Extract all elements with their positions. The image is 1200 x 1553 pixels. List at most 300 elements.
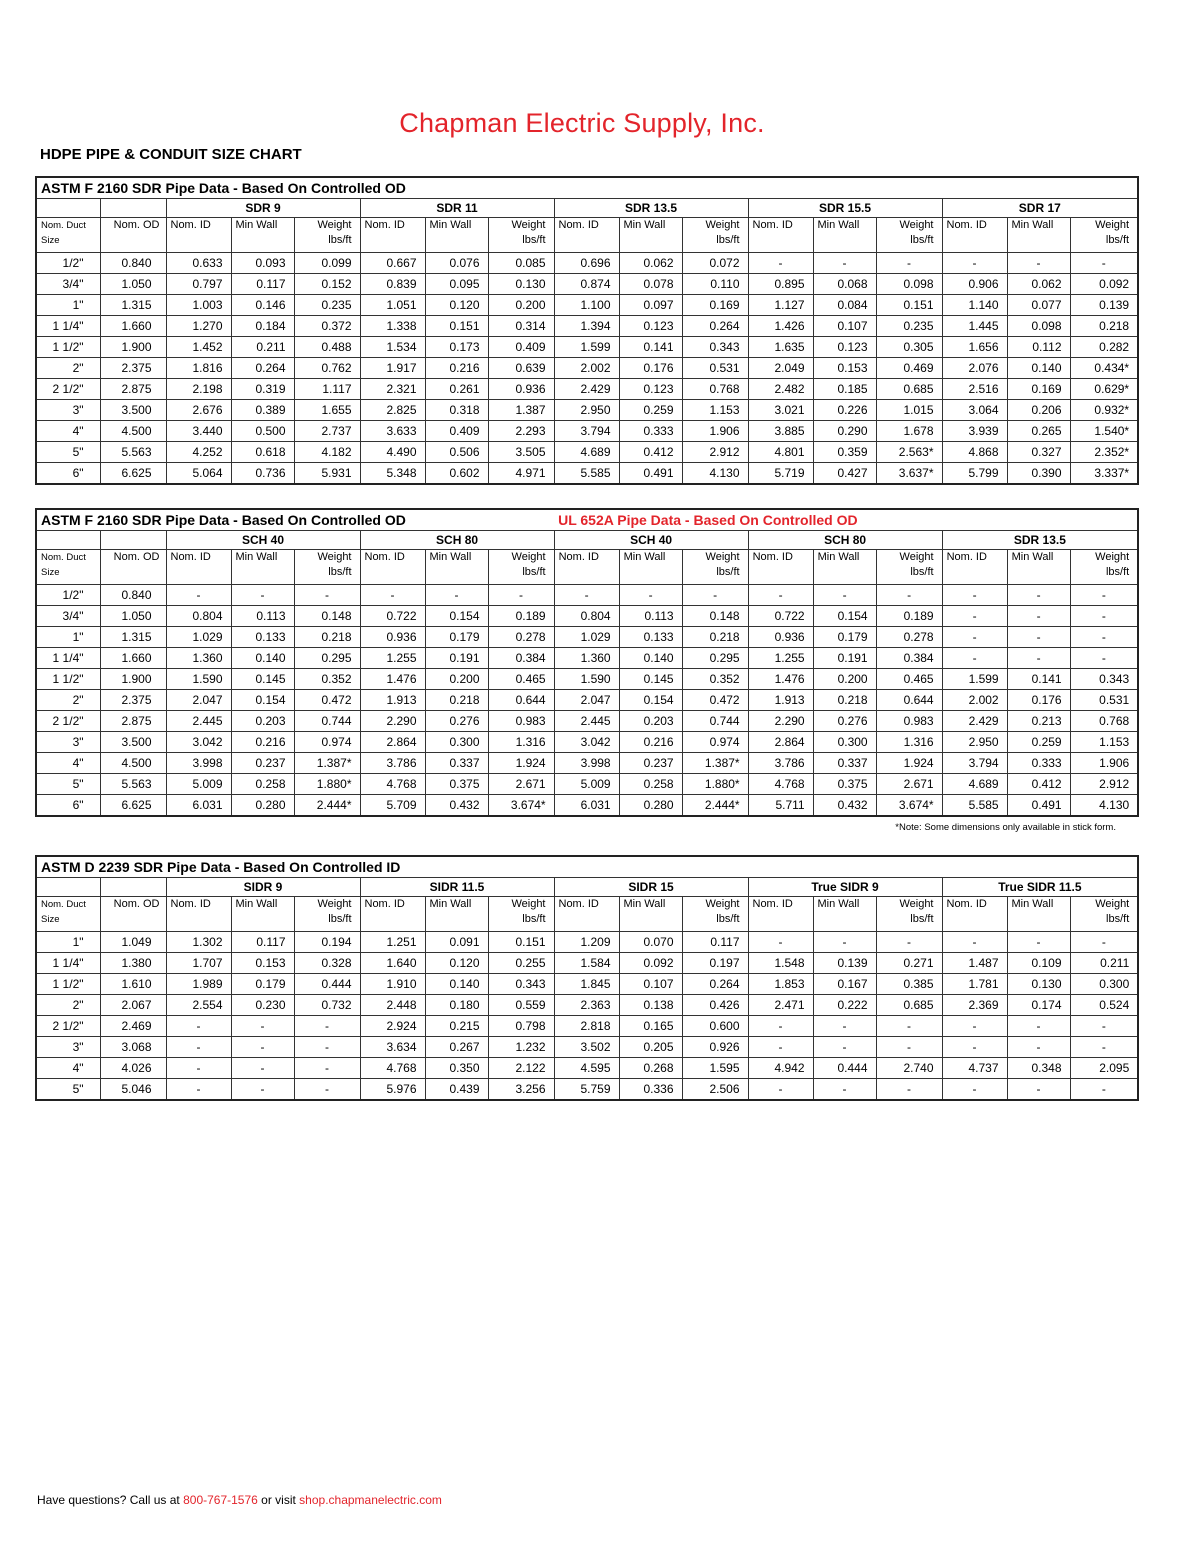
value-cell: 0.300: [1070, 974, 1138, 995]
value-cell: 0.189: [876, 606, 942, 627]
table-row: [36, 400, 1138, 421]
value-cell: -: [813, 585, 876, 606]
value-cell: 0.113: [231, 606, 294, 627]
value-cell: 3.068: [100, 1037, 166, 1058]
size-cell: 1 1/4": [36, 953, 100, 974]
group-header: SDR 13.5: [942, 531, 1138, 550]
value-cell: 2.198: [166, 379, 231, 400]
value-cell: 0.230: [231, 995, 294, 1016]
page-title: HDPE PIPE & CONDUIT SIZE CHART: [40, 146, 302, 163]
value-cell: -: [294, 1037, 360, 1058]
table-row: [36, 711, 1138, 732]
group-header: SCH 40: [554, 531, 748, 550]
value-cell: 0.237: [619, 753, 682, 774]
value-cell: 0.062: [619, 253, 682, 274]
value-cell: 0.176: [619, 358, 682, 379]
col-weight: Weight lbs/ft: [488, 897, 554, 932]
value-cell: 2.740: [876, 1058, 942, 1079]
value-cell: 3.998: [554, 753, 619, 774]
value-cell: 0.092: [1070, 274, 1138, 295]
value-cell: 0.200: [488, 295, 554, 316]
value-cell: 0.091: [425, 932, 488, 953]
value-cell: 0.098: [1007, 316, 1070, 337]
value-cell: 0.524: [1070, 995, 1138, 1016]
value-cell: 1.029: [166, 627, 231, 648]
col-min-wall: Min Wall: [619, 550, 682, 585]
value-cell: -: [813, 1016, 876, 1037]
value-cell: 0.488: [294, 337, 360, 358]
size-cell: 1 1/2": [36, 337, 100, 358]
value-cell: 4.801: [748, 442, 813, 463]
value-cell: 0.123: [619, 379, 682, 400]
value-cell: 0.644: [488, 690, 554, 711]
value-cell: 0.384: [488, 648, 554, 669]
value-cell: 1.029: [554, 627, 619, 648]
value-cell: 0.472: [682, 690, 748, 711]
value-cell: -: [619, 585, 682, 606]
value-cell: 2.002: [942, 690, 1007, 711]
value-cell: -: [876, 253, 942, 274]
group-header: SDR 11: [360, 199, 554, 218]
value-cell: 1.049: [100, 932, 166, 953]
value-cell: 0.197: [682, 953, 748, 974]
value-cell: 4.490: [360, 442, 425, 463]
value-cell: 2.448: [360, 995, 425, 1016]
value-cell: 1.635: [748, 337, 813, 358]
stick-form-note: *Note: Some dimensions only available in stick form.: [895, 822, 1116, 833]
value-cell: 0.140: [425, 974, 488, 995]
col-min-wall: Min Wall: [813, 550, 876, 585]
value-cell: 0.112: [1007, 337, 1070, 358]
column-header-row: [36, 218, 1138, 253]
value-cell: 1.534: [360, 337, 425, 358]
value-cell: 0.140: [619, 648, 682, 669]
table-row: [36, 442, 1138, 463]
value-cell: 2.563*: [876, 442, 942, 463]
value-cell: 0.151: [425, 316, 488, 337]
value-cell: -: [876, 1037, 942, 1058]
value-cell: 0.237: [231, 753, 294, 774]
blank-cell: [100, 531, 166, 550]
value-cell: 1.251: [360, 932, 425, 953]
col-weight: Weight lbs/ft: [294, 218, 360, 253]
table-title: ASTM D 2239 SDR Pipe Data - Based On Controlled ID: [36, 856, 1138, 878]
value-cell: -: [166, 1016, 231, 1037]
value-cell: 1.989: [166, 974, 231, 995]
value-cell: 2.950: [942, 732, 1007, 753]
value-cell: -: [1007, 1079, 1070, 1101]
table-row: [36, 1016, 1138, 1037]
value-cell: -: [294, 1016, 360, 1037]
value-cell: -: [813, 932, 876, 953]
value-cell: 0.644: [876, 690, 942, 711]
value-cell: 0.280: [231, 795, 294, 817]
value-cell: 0.179: [813, 627, 876, 648]
value-cell: 0.151: [488, 932, 554, 953]
value-cell: 1.660: [100, 648, 166, 669]
value-cell: 1.880*: [682, 774, 748, 795]
value-cell: 1.127: [748, 295, 813, 316]
value-cell: 2.047: [166, 690, 231, 711]
value-cell: -: [748, 1016, 813, 1037]
value-cell: 0.085: [488, 253, 554, 274]
value-cell: 2.369: [942, 995, 1007, 1016]
value-cell: 5.759: [554, 1079, 619, 1101]
size-cell: 2": [36, 358, 100, 379]
table-row: [36, 295, 1138, 316]
value-cell: -: [813, 1079, 876, 1101]
col-nom-id: Nom. ID: [360, 550, 425, 585]
value-cell: 1.781: [942, 974, 1007, 995]
table-row: [36, 795, 1138, 817]
value-cell: 5.585: [554, 463, 619, 485]
value-cell: 0.152: [294, 274, 360, 295]
value-cell: 0.189: [488, 606, 554, 627]
table-title-row: [36, 177, 1138, 199]
value-cell: 0.305: [876, 337, 942, 358]
value-cell: 0.276: [425, 711, 488, 732]
table-title-ul: UL 652A Pipe Data - Based On Controlled OD: [554, 509, 1138, 531]
value-cell: 2.321: [360, 379, 425, 400]
value-cell: -: [231, 1058, 294, 1079]
value-cell: 0.337: [813, 753, 876, 774]
value-cell: 3.633: [360, 421, 425, 442]
value-cell: 0.099: [294, 253, 360, 274]
value-cell: 0.840: [100, 585, 166, 606]
value-cell: 0.154: [619, 690, 682, 711]
value-cell: 2.912: [682, 442, 748, 463]
value-cell: 2.445: [554, 711, 619, 732]
value-cell: 0.434*: [1070, 358, 1138, 379]
value-cell: 0.600: [682, 1016, 748, 1037]
col-weight: Weight lbs/ft: [488, 218, 554, 253]
value-cell: 1.590: [554, 669, 619, 690]
col-nom-od: Nom. OD: [100, 897, 166, 932]
value-cell: 4.768: [748, 774, 813, 795]
value-cell: 5.711: [748, 795, 813, 817]
value-cell: 0.148: [682, 606, 748, 627]
col-nom-id: Nom. ID: [554, 897, 619, 932]
value-cell: 0.169: [682, 295, 748, 316]
value-cell: 1.153: [682, 400, 748, 421]
value-cell: 1.255: [360, 648, 425, 669]
size-table-astm-f2160-sdr: [35, 176, 1139, 485]
col-weight: Weight lbs/ft: [682, 550, 748, 585]
value-cell: 0.300: [813, 732, 876, 753]
value-cell: 0.097: [619, 295, 682, 316]
value-cell: 1.338: [360, 316, 425, 337]
value-cell: 0.384: [876, 648, 942, 669]
value-cell: 0.261: [425, 379, 488, 400]
value-cell: 0.215: [425, 1016, 488, 1037]
group-header: SCH 80: [360, 531, 554, 550]
group-header: SCH 40: [166, 531, 360, 550]
col-nom-id: Nom. ID: [554, 218, 619, 253]
table-row: [36, 953, 1138, 974]
value-cell: 0.258: [231, 774, 294, 795]
col-min-wall: Min Wall: [1007, 218, 1070, 253]
value-cell: 1.476: [360, 669, 425, 690]
phone-link[interactable]: 800-767-1576: [183, 1493, 258, 1507]
value-cell: 2.076: [942, 358, 1007, 379]
value-cell: 0.798: [488, 1016, 554, 1037]
blank-cell: [100, 199, 166, 218]
value-cell: 0.491: [619, 463, 682, 485]
value-cell: 2.471: [748, 995, 813, 1016]
value-cell: 0.107: [619, 974, 682, 995]
value-cell: 0.120: [425, 953, 488, 974]
value-cell: 0.218: [1070, 316, 1138, 337]
col-weight: Weight lbs/ft: [876, 218, 942, 253]
size-cell: 5": [36, 774, 100, 795]
value-cell: 1.316: [488, 732, 554, 753]
value-cell: 0.130: [488, 274, 554, 295]
value-cell: 0.336: [619, 1079, 682, 1101]
value-cell: 1.595: [682, 1058, 748, 1079]
col-nom-id: Nom. ID: [748, 897, 813, 932]
value-cell: 0.211: [231, 337, 294, 358]
blank-cell: [36, 531, 100, 550]
table-title-row: [36, 856, 1138, 878]
size-cell: 3/4": [36, 606, 100, 627]
value-cell: -: [294, 1058, 360, 1079]
table-row: [36, 932, 1138, 953]
value-cell: 0.200: [813, 669, 876, 690]
col-nom-id: Nom. ID: [166, 218, 231, 253]
col-nom-id: Nom. ID: [942, 897, 1007, 932]
value-cell: 1.255: [748, 648, 813, 669]
value-cell: 0.804: [554, 606, 619, 627]
value-cell: 5.348: [360, 463, 425, 485]
value-cell: 0.205: [619, 1037, 682, 1058]
value-cell: 0.138: [619, 995, 682, 1016]
value-cell: 0.068: [813, 274, 876, 295]
value-cell: 0.218: [682, 627, 748, 648]
value-cell: 1.394: [554, 316, 619, 337]
value-cell: 0.319: [231, 379, 294, 400]
col-min-wall: Min Wall: [1007, 550, 1070, 585]
value-cell: 0.974: [682, 732, 748, 753]
value-cell: 1.853: [748, 974, 813, 995]
size-cell: 2": [36, 995, 100, 1016]
value-cell: 6.031: [166, 795, 231, 817]
value-cell: 2.047: [554, 690, 619, 711]
value-cell: 0.736: [231, 463, 294, 485]
size-cell: 4": [36, 753, 100, 774]
value-cell: -: [425, 585, 488, 606]
value-cell: 0.095: [425, 274, 488, 295]
value-cell: 0.352: [294, 669, 360, 690]
value-cell: 2.429: [554, 379, 619, 400]
value-cell: 1.426: [748, 316, 813, 337]
value-cell: -: [876, 1079, 942, 1101]
value-cell: 0.732: [294, 995, 360, 1016]
value-cell: 5.585: [942, 795, 1007, 817]
col-nom-id: Nom. ID: [360, 897, 425, 932]
value-cell: 3.885: [748, 421, 813, 442]
value-cell: 2.469: [100, 1016, 166, 1037]
value-cell: 0.154: [813, 606, 876, 627]
value-cell: -: [876, 585, 942, 606]
value-cell: 0.200: [425, 669, 488, 690]
value-cell: 5.976: [360, 1079, 425, 1101]
value-cell: -: [166, 1037, 231, 1058]
value-cell: 0.259: [619, 400, 682, 421]
value-cell: -: [231, 1037, 294, 1058]
value-cell: 1.387*: [294, 753, 360, 774]
value-cell: 2.122: [488, 1058, 554, 1079]
value-cell: 3.674*: [488, 795, 554, 817]
size-cell: 5": [36, 1079, 100, 1101]
value-cell: 2.875: [100, 379, 166, 400]
table-row: [36, 974, 1138, 995]
footer-middle: or visit: [257, 1493, 300, 1507]
value-cell: 0.185: [813, 379, 876, 400]
value-cell: -: [1070, 648, 1138, 669]
value-cell: -: [682, 585, 748, 606]
value-cell: 0.983: [488, 711, 554, 732]
value-cell: 1.816: [166, 358, 231, 379]
value-cell: 0.348: [1007, 1058, 1070, 1079]
value-cell: 5.563: [100, 774, 166, 795]
value-cell: -: [748, 585, 813, 606]
value-cell: 0.130: [1007, 974, 1070, 995]
size-cell: 6": [36, 795, 100, 817]
table-row: [36, 316, 1138, 337]
value-cell: 1.316: [876, 732, 942, 753]
value-cell: 0.390: [1007, 463, 1070, 485]
col-nom-duct-size: Nom. Duct Size: [36, 897, 100, 932]
value-cell: 1.270: [166, 316, 231, 337]
value-cell: 2.444*: [294, 795, 360, 817]
value-cell: -: [942, 585, 1007, 606]
value-cell: 1.387*: [682, 753, 748, 774]
value-cell: 0.264: [682, 974, 748, 995]
col-min-wall: Min Wall: [231, 218, 294, 253]
table-row: [36, 379, 1138, 400]
col-nom-id: Nom. ID: [942, 550, 1007, 585]
value-cell: 2.875: [100, 711, 166, 732]
value-cell: 0.145: [619, 669, 682, 690]
value-cell: 2.818: [554, 1016, 619, 1037]
value-cell: 0.472: [294, 690, 360, 711]
value-cell: 6.625: [100, 795, 166, 817]
value-cell: -: [876, 1016, 942, 1037]
value-cell: 0.268: [619, 1058, 682, 1079]
value-cell: 0.432: [425, 795, 488, 817]
value-cell: -: [1070, 1037, 1138, 1058]
value-cell: 4.689: [942, 774, 1007, 795]
value-cell: 0.343: [682, 337, 748, 358]
value-cell: -: [876, 932, 942, 953]
value-cell: 4.182: [294, 442, 360, 463]
value-cell: 3.064: [942, 400, 1007, 421]
size-cell: 6": [36, 463, 100, 485]
size-cell: 3": [36, 1037, 100, 1058]
value-cell: 1.656: [942, 337, 1007, 358]
table-section-1: [35, 176, 1137, 485]
value-cell: 1.599: [942, 669, 1007, 690]
value-cell: 4.689: [554, 442, 619, 463]
value-cell: 0.140: [1007, 358, 1070, 379]
value-cell: 0.276: [813, 711, 876, 732]
value-cell: 0.213: [1007, 711, 1070, 732]
value-cell: 0.264: [231, 358, 294, 379]
value-cell: -: [231, 585, 294, 606]
group-header: True SIDR 11.5: [942, 878, 1138, 897]
value-cell: -: [748, 253, 813, 274]
col-weight: Weight lbs/ft: [876, 550, 942, 585]
value-cell: 2.002: [554, 358, 619, 379]
value-cell: 1.051: [360, 295, 425, 316]
value-cell: 1.452: [166, 337, 231, 358]
value-cell: -: [1007, 1016, 1070, 1037]
value-cell: 4.737: [942, 1058, 1007, 1079]
value-cell: 0.359: [813, 442, 876, 463]
value-cell: 1.050: [100, 274, 166, 295]
value-cell: 1.845: [554, 974, 619, 995]
value-cell: 0.444: [294, 974, 360, 995]
value-cell: 0.139: [813, 953, 876, 974]
value-cell: 0.226: [813, 400, 876, 421]
value-cell: 0.426: [682, 995, 748, 1016]
value-cell: 1.913: [360, 690, 425, 711]
value-cell: 0.109: [1007, 953, 1070, 974]
value-cell: 1.360: [166, 648, 231, 669]
value-cell: -: [166, 585, 231, 606]
value-cell: 0.439: [425, 1079, 488, 1101]
value-cell: -: [1007, 253, 1070, 274]
col-nom-id: Nom. ID: [166, 550, 231, 585]
value-cell: 0.936: [748, 627, 813, 648]
value-cell: 0.432: [813, 795, 876, 817]
footer-contact: [37, 1493, 442, 1507]
col-nom-id: Nom. ID: [748, 550, 813, 585]
value-cell: 0.218: [425, 690, 488, 711]
col-nom-duct-size: Nom. Duct Size: [36, 550, 100, 585]
value-cell: 0.412: [1007, 774, 1070, 795]
value-cell: 0.179: [231, 974, 294, 995]
value-cell: 0.211: [1070, 953, 1138, 974]
value-cell: 2.290: [360, 711, 425, 732]
value-cell: -: [813, 1037, 876, 1058]
value-cell: 2.950: [554, 400, 619, 421]
value-cell: -: [942, 1037, 1007, 1058]
value-cell: 0.465: [488, 669, 554, 690]
shop-link[interactable]: shop.chapmanelectric.com: [299, 1493, 442, 1507]
value-cell: 0.117: [231, 932, 294, 953]
size-cell: 1/2": [36, 585, 100, 606]
col-nom-od: Nom. OD: [100, 218, 166, 253]
value-cell: 2.676: [166, 400, 231, 421]
value-cell: 0.267: [425, 1037, 488, 1058]
value-cell: 0.148: [294, 606, 360, 627]
value-cell: -: [942, 1016, 1007, 1037]
value-cell: 0.145: [231, 669, 294, 690]
size-table-sch-ul652a: [35, 508, 1139, 817]
value-cell: 6.031: [554, 795, 619, 817]
col-nom-od: Nom. OD: [100, 550, 166, 585]
size-cell: 1": [36, 932, 100, 953]
value-cell: 2.516: [942, 379, 1007, 400]
value-cell: 1.900: [100, 337, 166, 358]
size-cell: 1": [36, 295, 100, 316]
col-weight: Weight lbs/ft: [294, 897, 360, 932]
value-cell: 5.563: [100, 442, 166, 463]
group-header: SCH 80: [748, 531, 942, 550]
value-cell: -: [231, 1079, 294, 1101]
value-cell: 3.021: [748, 400, 813, 421]
